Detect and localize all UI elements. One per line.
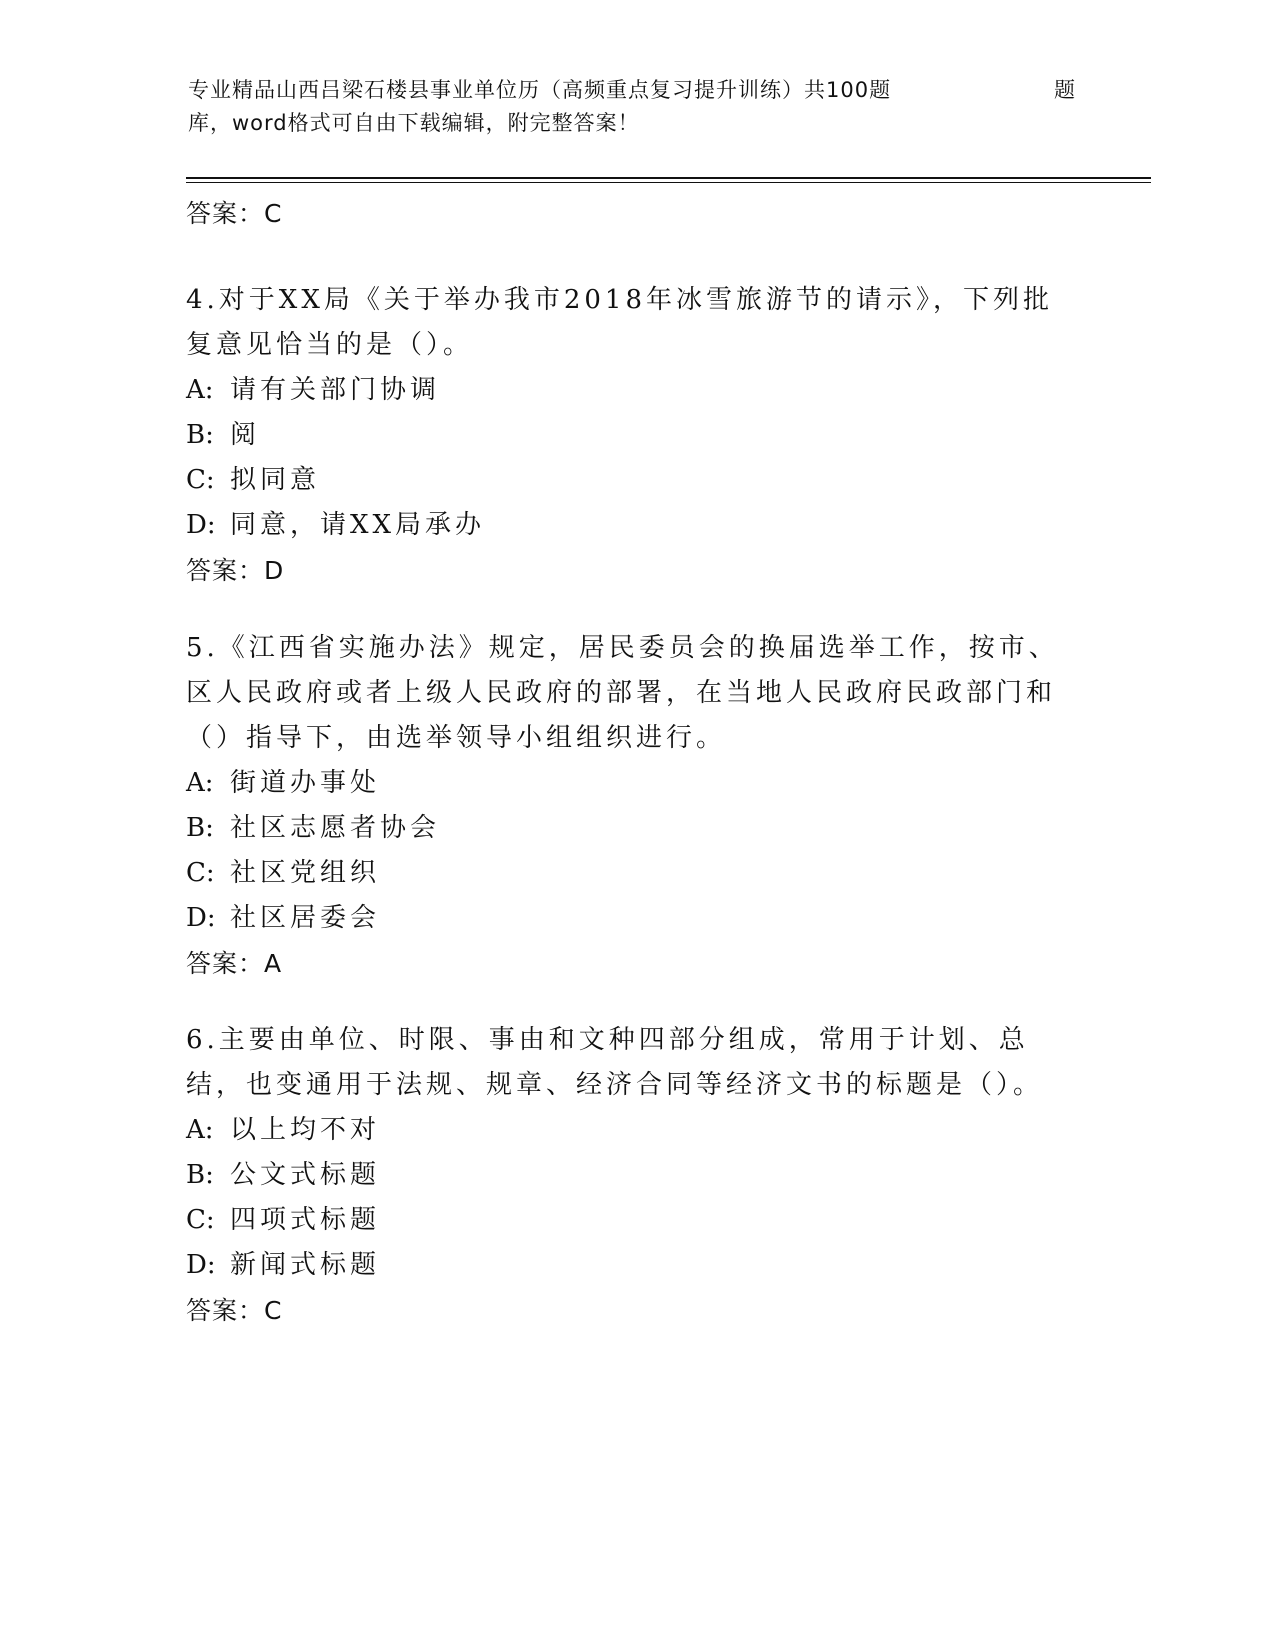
option-a	[186, 761, 1066, 806]
option-label: C:	[186, 1205, 215, 1235]
header-line-1: 专业精品山西吕梁石楼县事业单位历（高频重点复习提升训练）共100题	[188, 78, 892, 102]
option-label: D:	[186, 510, 216, 540]
option-d	[186, 1243, 1066, 1288]
answer: 答案：C	[186, 1296, 283, 1325]
option-label: B:	[186, 420, 214, 450]
option-text: 公文式标题	[230, 1160, 381, 1190]
question-text: 6.主要由单位、时限、事由和文种四部分组成，常用于计划、总结，也变通用于法规、规章、经济合同等经济文书的标题是（）。	[186, 1025, 1044, 1100]
answer: 答案：A	[186, 949, 283, 978]
header-divider-thin	[186, 182, 1151, 183]
option-text: 以上均不对	[230, 1115, 381, 1145]
option-text: 街道办事处	[230, 768, 381, 798]
option-text: 拟同意	[230, 465, 321, 495]
answer: 答案：D	[186, 556, 285, 585]
option-text: 社区党组织	[230, 858, 381, 888]
document-header	[188, 74, 1088, 140]
header-divider-thick	[186, 177, 1151, 179]
option-a	[186, 1108, 1066, 1153]
option-text: 四项式标题	[230, 1205, 381, 1235]
header-line-2: 库，word格式可自由下载编辑，附完整答案！	[188, 111, 640, 135]
option-c	[186, 1198, 1066, 1243]
option-text: 社区志愿者协会	[230, 813, 441, 843]
option-text: 社区居委会	[230, 903, 381, 933]
question-text: 5.《江西省实施办法》规定，居民委员会的换届选举工作，按市、区人民政府或者上级人民政府的部署，在当地人民政府民政部门和（）指导下，由选举领导小组组织进行。	[186, 633, 1059, 753]
option-label: A:	[186, 768, 214, 798]
option-label: C:	[186, 858, 215, 888]
option-d	[186, 503, 1066, 548]
option-label: A:	[186, 375, 214, 405]
option-c	[186, 458, 1066, 503]
option-b	[186, 1153, 1066, 1198]
header-line-1-right: 题	[1054, 78, 1076, 102]
option-label: D:	[186, 903, 216, 933]
option-label: B:	[186, 1160, 214, 1190]
option-text: 同意，请XX局承办	[230, 510, 486, 540]
option-b	[186, 806, 1066, 851]
question-block-6	[186, 1018, 1066, 1333]
option-text: 阅	[230, 420, 261, 450]
option-d	[186, 896, 1066, 941]
option-text: 请有关部门协调	[230, 375, 441, 405]
option-b	[186, 413, 1066, 458]
question-text: 4.对于XX局《关于举办我市2018年冰雪旅游节的请示》，下列批复意见恰当的是（）。	[186, 285, 1053, 360]
option-label: C:	[186, 465, 215, 495]
question-block-5	[186, 626, 1066, 986]
question-block-4	[186, 278, 1066, 593]
option-label: D:	[186, 1250, 216, 1280]
option-label: A:	[186, 1115, 214, 1145]
previous-answer: 答案：C	[186, 199, 283, 228]
option-text: 新闻式标题	[230, 1250, 381, 1280]
option-c	[186, 851, 1066, 896]
option-label: B:	[186, 813, 214, 843]
option-a	[186, 368, 1066, 413]
